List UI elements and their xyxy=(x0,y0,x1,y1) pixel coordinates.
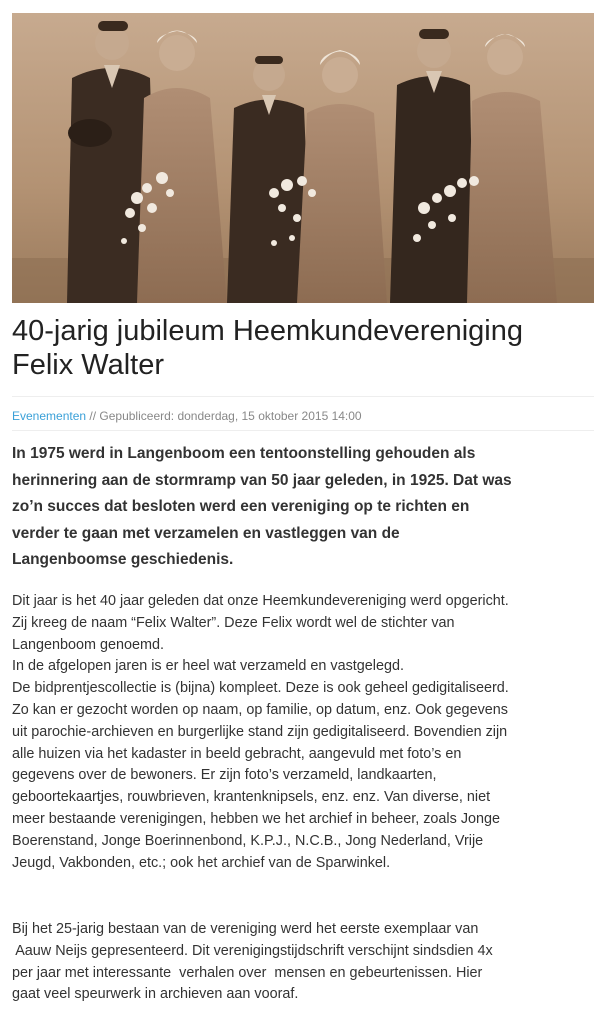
body-line: Boerenstand, Jonge Boerinnenbond, K.P.J., N.C.B., Jong Nederland, Vrije xyxy=(12,832,484,849)
body-line: Langenboom genoemd. xyxy=(12,636,165,653)
category-link[interactable]: Evenementen xyxy=(12,409,87,423)
body-line: Bij het 25-jarig bestaan van de vereniging werd het eerste exemplaar van xyxy=(12,921,479,937)
article-title-line-2: Felix Walter xyxy=(12,349,164,381)
article-title xyxy=(12,314,588,382)
meta-separator: // xyxy=(86,409,100,423)
lead-line: Langenboomse geschiedenis. xyxy=(12,551,234,568)
body-line: In de afgelopen jaren is er heel wat verzameld en vastgelegd. xyxy=(12,658,404,675)
article-meta xyxy=(12,409,592,423)
body-line: uit parochie-archieven en burgerlijke stand zijn gedigitaliseerd. Bovendien zijn xyxy=(12,723,508,740)
body-line: gegevens over de bewoners. Er zijn foto’s verzameld, landkaarten, xyxy=(12,767,437,784)
article-lead xyxy=(12,441,592,574)
lead-line: In 1975 werd in Langenboom een tentoonstelling gehouden als xyxy=(12,445,476,462)
lead-line: verder te gaan met verzamelen en vastleggen van de xyxy=(12,524,400,542)
body-line: Jeugd, Vakbonden, etc.; ook het archief van de Sparwinkel. xyxy=(12,854,391,871)
lead-line: herinnering aan de stormramp van 50 jaar geleden, in 1925. Dat was xyxy=(12,471,512,489)
wedding-photo xyxy=(12,13,594,303)
sepia-group-photo-image xyxy=(12,13,594,303)
body-line: per jaar met interessante verhalen over mensen en gebeurtenissen. Hier xyxy=(12,964,483,981)
body-line: gaat veel speurwerk in archieven aan vooraf. xyxy=(12,986,299,1003)
body-line: geboortekaartjes, rouwbrieven, krantenknipsels, enz. enz. Van diverse, niet xyxy=(12,789,491,806)
body-line: Zo kan er gezocht worden op naam, op familie, op datum, enz. Ook gegevens xyxy=(12,701,508,718)
article-body-paragraph-1 xyxy=(12,591,597,874)
published-date: Gepubliceerd: donderdag, 15 oktober 2015 14:00 xyxy=(99,409,362,423)
body-line: meer bestaande verenigingen, hebben we het archief in beheer, zoals Jonge xyxy=(12,810,501,827)
body-line: Zij kreeg de naam “Felix Walter”. Deze Felix wordt wel de stichter van xyxy=(12,614,455,631)
body-line: alle huizen via het kadaster in beeld gebracht, aangevuld met foto’s en xyxy=(12,745,462,762)
body-line: Dit jaar is het 40 jaar geleden dat onze Heemkundevereniging werd opgericht. xyxy=(12,593,509,609)
article-title-line-1: 40-jarig jubileum Heemkundevereniging xyxy=(12,315,524,347)
divider-bottom xyxy=(12,430,594,431)
article-body-paragraph-2 xyxy=(12,919,597,1006)
lead-line: zo’n succes dat besloten werd een vereniging op te richten en xyxy=(12,498,470,515)
divider-top xyxy=(12,396,594,397)
body-line: Aauw Neijs gepresenteerd. Dit verenigingstijdschrift verschijnt sindsdien 4x xyxy=(12,942,493,959)
body-line: De bidprentjescollectie is (bijna) kompleet. Deze is ook geheel gedigitaliseerd. xyxy=(12,680,509,697)
